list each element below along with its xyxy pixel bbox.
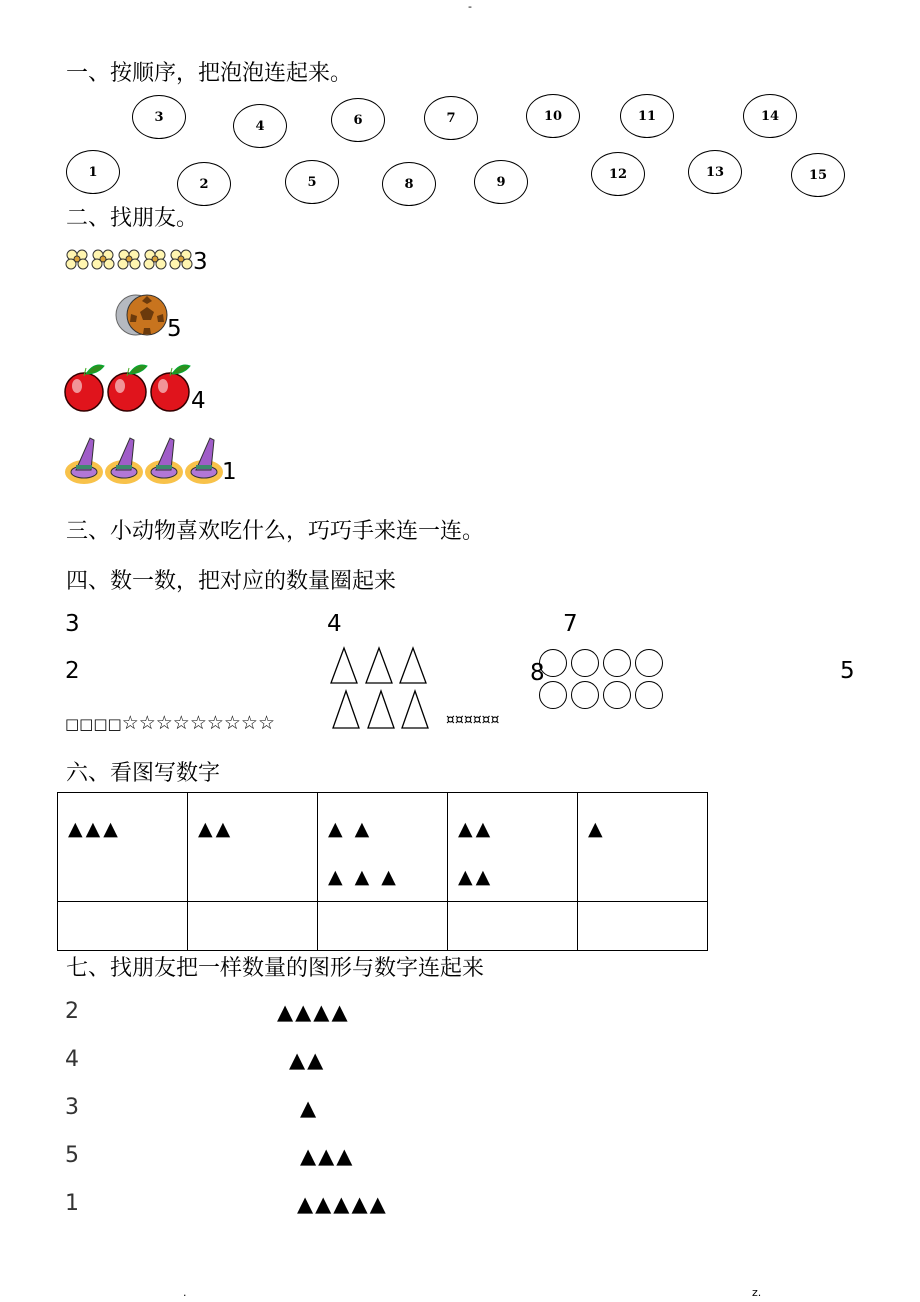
- picture-cell: [318, 793, 448, 902]
- shape-row: [65, 712, 275, 734]
- count-number: 5: [840, 658, 855, 684]
- answer-cell[interactable]: [58, 902, 188, 951]
- triangle-line: ▲▲▲: [68, 818, 121, 840]
- bubble[interactable]: 10: [526, 94, 580, 138]
- count-number: 4: [327, 611, 342, 637]
- match-number[interactable]: 4: [65, 1047, 79, 1072]
- answer-cell[interactable]: [448, 902, 578, 951]
- circle-shape: [571, 649, 599, 677]
- picture-cell: [448, 793, 578, 902]
- match-number[interactable]: 1: [65, 1191, 79, 1216]
- bubble[interactable]: 14: [743, 94, 797, 138]
- triangle-line: ▲ ▲: [328, 818, 373, 840]
- count-number: 2: [65, 658, 80, 684]
- footer-left: .: [183, 1286, 187, 1299]
- match-triangles[interactable]: ▲▲: [289, 1048, 326, 1072]
- footer-right: z.: [752, 1286, 762, 1299]
- friend-number: 4: [191, 388, 206, 414]
- friend-number: 5: [167, 316, 182, 342]
- circle-shape: [539, 649, 567, 677]
- outline-triangle-group: [328, 645, 432, 731]
- square-shapes: □□□□: [65, 715, 122, 733]
- picture-cell: [188, 793, 318, 902]
- match-triangles[interactable]: ▲: [300, 1096, 319, 1120]
- circle-shape: [603, 649, 631, 677]
- answer-cell[interactable]: [318, 902, 448, 951]
- match-triangles[interactable]: ▲▲▲▲: [277, 1000, 350, 1024]
- section7-heading: 七、找朋友把一样数量的图形与数字连起来: [66, 956, 485, 981]
- circle-shape: [539, 681, 567, 709]
- ball-icon: [114, 292, 170, 338]
- flower-icons: [64, 245, 196, 273]
- match-triangles[interactable]: ▲▲▲▲▲: [297, 1192, 388, 1216]
- section3-heading: 三、小动物喜欢吃什么，巧巧手来连一连。: [66, 519, 485, 544]
- bubble[interactable]: 12: [591, 152, 645, 196]
- match-triangles[interactable]: ▲▲▲: [300, 1144, 355, 1168]
- bubble[interactable]: 13: [688, 150, 742, 194]
- bubble[interactable]: 3: [132, 95, 186, 139]
- bubble[interactable]: 2: [177, 162, 231, 206]
- friend-number: 1: [222, 459, 237, 485]
- star-shapes: ☆☆☆☆☆☆☆☆☆: [121, 712, 276, 734]
- picture-cell: [578, 793, 708, 902]
- triangle-line: ▲▲: [198, 818, 234, 840]
- count-number: 8: [530, 660, 545, 686]
- witch-hat-icons: [64, 434, 226, 486]
- currency-shapes: ¤¤¤¤¤¤: [446, 712, 500, 728]
- bubble[interactable]: 6: [331, 98, 385, 142]
- triangle-line: ▲ ▲ ▲: [328, 866, 399, 888]
- answer-cell[interactable]: [188, 902, 318, 951]
- bubble[interactable]: 7: [424, 96, 478, 140]
- bubble[interactable]: 11: [620, 94, 674, 138]
- count-number: 7: [563, 611, 578, 637]
- match-number[interactable]: 5: [65, 1143, 79, 1168]
- bubble[interactable]: 4: [233, 104, 287, 148]
- apple-icons: [63, 364, 193, 412]
- picture-cell: [58, 793, 188, 902]
- triangle-line: ▲▲: [458, 866, 494, 888]
- section6-heading: 六、看图写数字: [66, 761, 221, 786]
- match-number[interactable]: 3: [65, 1095, 79, 1120]
- circle-shape: [635, 681, 663, 709]
- section2-heading: 二、找朋友。: [66, 206, 199, 231]
- match-number[interactable]: 2: [65, 999, 79, 1024]
- section4-heading: 四、数一数，把对应的数量圈起来: [66, 569, 397, 594]
- bubble[interactable]: 8: [382, 162, 436, 206]
- friend-number: 3: [193, 249, 208, 275]
- header-mark: -: [468, 0, 472, 13]
- answer-cell[interactable]: [578, 902, 708, 951]
- bubble[interactable]: 5: [285, 160, 339, 204]
- section1-heading: 一、按顺序，把泡泡连起来。: [66, 61, 353, 86]
- triangle-line: ▲▲: [458, 818, 494, 840]
- bubble[interactable]: 15: [791, 153, 845, 197]
- circle-shape: [603, 681, 631, 709]
- triangle-line: ▲: [588, 818, 606, 840]
- count-number: 3: [65, 611, 80, 637]
- circle-shape: [635, 649, 663, 677]
- bubble[interactable]: 1: [66, 150, 120, 194]
- bubble[interactable]: 9: [474, 160, 528, 204]
- picture-number-table: [57, 792, 708, 951]
- circle-shape: [571, 681, 599, 709]
